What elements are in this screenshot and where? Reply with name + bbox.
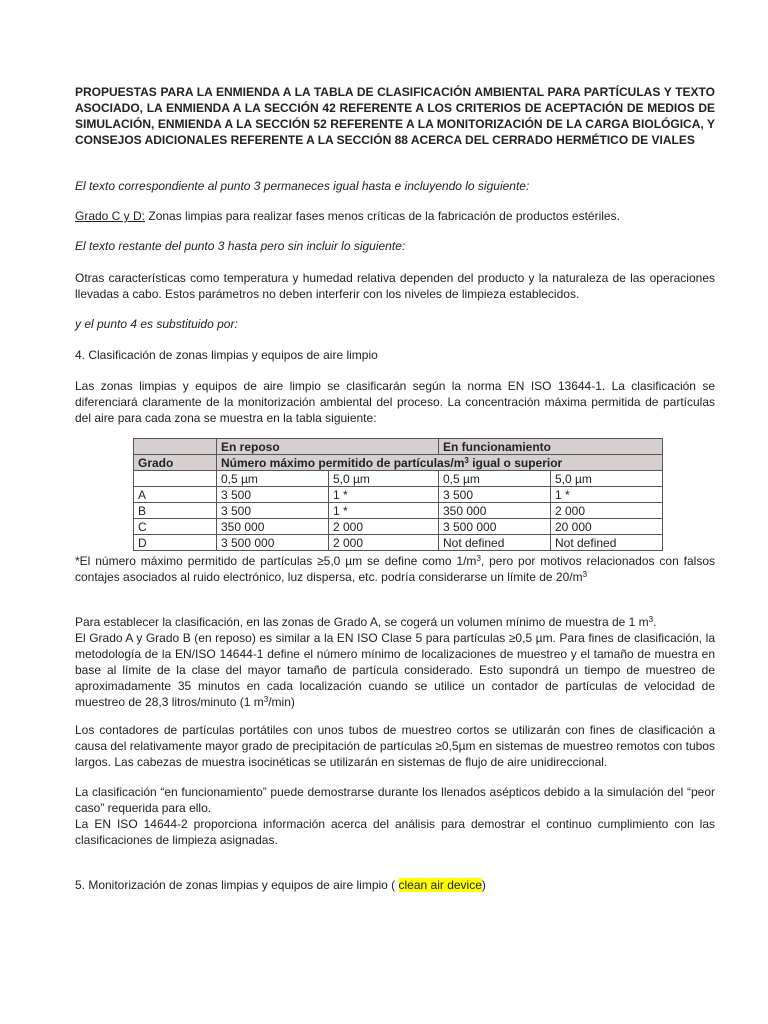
table-subheader-row xyxy=(134,455,663,471)
classification-table xyxy=(133,438,663,551)
table-header-max-particles: Número máximo permitido de partículas/$m^3$ igual o superior xyxy=(217,455,663,471)
remaining-text-paragraph: El texto restante del punto 3 hasta pero sin incluir lo siguiente: xyxy=(75,239,406,253)
size-cell: 5,0 µm xyxy=(551,471,663,487)
value-cell: 2 000 xyxy=(329,535,439,551)
grade-c-d-label: Grado C y D: xyxy=(75,209,146,223)
value-cell: 1 * xyxy=(551,487,663,503)
size-cell: 0,5 µm xyxy=(217,471,329,487)
size-cell: 0,5 µm xyxy=(439,471,551,487)
value-cell: 3 500 000 xyxy=(439,519,551,535)
table-footnote: *El número máximo permitido de partículas ≥5,0 µm se define como $1/m^3$, pero por motivos relacionados con falsos contajes asociados al ruido electrónico, luz dispersa, etc. podría considerarse un límite de $20/m^3$ xyxy=(75,554,715,584)
value-cell: 3 500 xyxy=(217,487,329,503)
value-cell: 20 000 xyxy=(551,519,663,535)
highlighted-text: clean air device xyxy=(398,878,482,892)
sample-volume-paragraph: Para establecer la clasificación, en las zonas de Grado A, se cogerá un volumen mínimo de muestra de 1 $m^3$. xyxy=(75,615,657,629)
table-header-row xyxy=(134,439,663,455)
value-cell: Not defined xyxy=(551,535,663,551)
value-cell: 3 500 000 xyxy=(217,535,329,551)
en-iso-14644-2-paragraph: La EN ISO 14644-2 proporciona información acerca del análisis para demostrar el continuo cumplimiento con las clasificaciones de limpieza asignadas. xyxy=(75,817,715,847)
table-row xyxy=(134,487,663,503)
grade-cell: C xyxy=(134,519,217,535)
table-header-in-operation: En funcionamiento xyxy=(439,439,663,455)
classification-paragraph: Las zonas limpias y equipos de aire limpio se clasificarán según la norma EN ISO 13644-1. La clasificación se diferenciará claramente de la monitorización ambiental del proceso. La concentración máxima permitida de partículas del aire para cada zona se muestra en la tabla siguiente: xyxy=(75,379,715,425)
table-header-empty xyxy=(134,439,217,455)
size-cell: 5,0 µm xyxy=(329,471,439,487)
table-row xyxy=(134,503,663,519)
grade-cell: B xyxy=(134,503,217,519)
table-row xyxy=(134,535,663,551)
table-row xyxy=(134,519,663,535)
table-header-grade: Grado xyxy=(134,455,217,471)
section5-heading: 5. Monitorización de zonas limpias y equipos de aire limpio ( clean air device) xyxy=(75,878,486,892)
intro-paragraph: El texto correspondiente al punto 3 permaneces igual hasta e incluyendo lo siguiente: xyxy=(75,179,530,193)
other-characteristics-paragraph: Otras características como temperatura y humedad relativa dependen del producto y la naturaleza de las operaciones llevadas a cabo. Estos parámetros no deben interferir con los niveles de limpieza establecidos. xyxy=(75,271,715,301)
in-operation-paragraph: La clasificación “en funcionamiento” puede demostrarse durante los llenados asépticos debido a la simulación del “peor caso” requerida para ello. xyxy=(75,785,715,815)
point4-substitute-paragraph: y el punto 4 es substituido por: xyxy=(75,317,238,331)
section4-heading: 4. Clasificación de zonas limpias y equipos de aire limpio xyxy=(75,348,378,362)
table-size-row xyxy=(134,471,663,487)
grade-c-d-paragraph xyxy=(75,208,715,224)
portable-counters-paragraph: Los contadores de partículas portátiles con unos tubos de muestreo cortos se utilizarán con fines de clasificación a causa del relativamente mayor grado de precipitación de partículas ≥0,5µm en sistemas de muestreo remotos con tubos largos. Las cabezas de muestra isocinéticas se utilizarán en sistemas de flujo de aire unidireccional. xyxy=(75,723,715,769)
grade-c-d-text: Zonas limpias para realizar fases menos críticas de la fabricación de productos estériles. xyxy=(145,209,620,223)
value-cell: Not defined xyxy=(439,535,551,551)
table-header-at-rest: En reposo xyxy=(217,439,439,455)
value-cell: 3 500 xyxy=(217,503,329,519)
grade-a-b-paragraph: El Grado A y Grado B (en reposo) es similar a la EN ISO Clase 5 para partículas ≥0,5 µm. Para fines de clasificación, la metodología de la EN/ISO 14644-1 define el número mínimo de localizaciones de muestreo y el tamaño de muestra en base al límite de la clase del mayor tamaño de partícula considerado. Esto supondrá un tiempo de muestreo de aproximadamente 35 minutos en cada localización cuando se utilice un contador de partículas de velocidad de muestreo de 28,3 litros/minuto (1 $m^3/\min$) xyxy=(75,631,715,709)
value-cell: 2 000 xyxy=(329,519,439,535)
value-cell: 350 000 xyxy=(439,503,551,519)
grade-cell: A xyxy=(134,487,217,503)
value-cell: 2 000 xyxy=(551,503,663,519)
value-cell: 1 * xyxy=(329,487,439,503)
value-cell: 350 000 xyxy=(217,519,329,535)
grade-cell: D xyxy=(134,535,217,551)
value-cell: 3 500 xyxy=(439,487,551,503)
document-title: PROPUESTAS PARA LA ENMIENDA A LA TABLA DE CLASIFICACIÓN AMBIENTAL PARA PARTÍCULAS Y TEXTO ASOCIADO, LA ENMIENDA A LA SECCIÓN 42 REFERENTE A LOS CRITERIOS DE ACEPTACIÓN DE MEDIOS DE SIMULACIÓN, ENMIENDA A LA SECCIÓN 52 REFERENTE A LA MONITORIZACIÓN DE LA CARGA BIOLÓGICA, Y CONSEJOS ADICIONALES REFERENTE A LA SECCIÓN 88 ACERCA DEL CERRADO HERMÉTICO DE VIALES xyxy=(75,85,715,147)
value-cell: 1 * xyxy=(329,503,439,519)
